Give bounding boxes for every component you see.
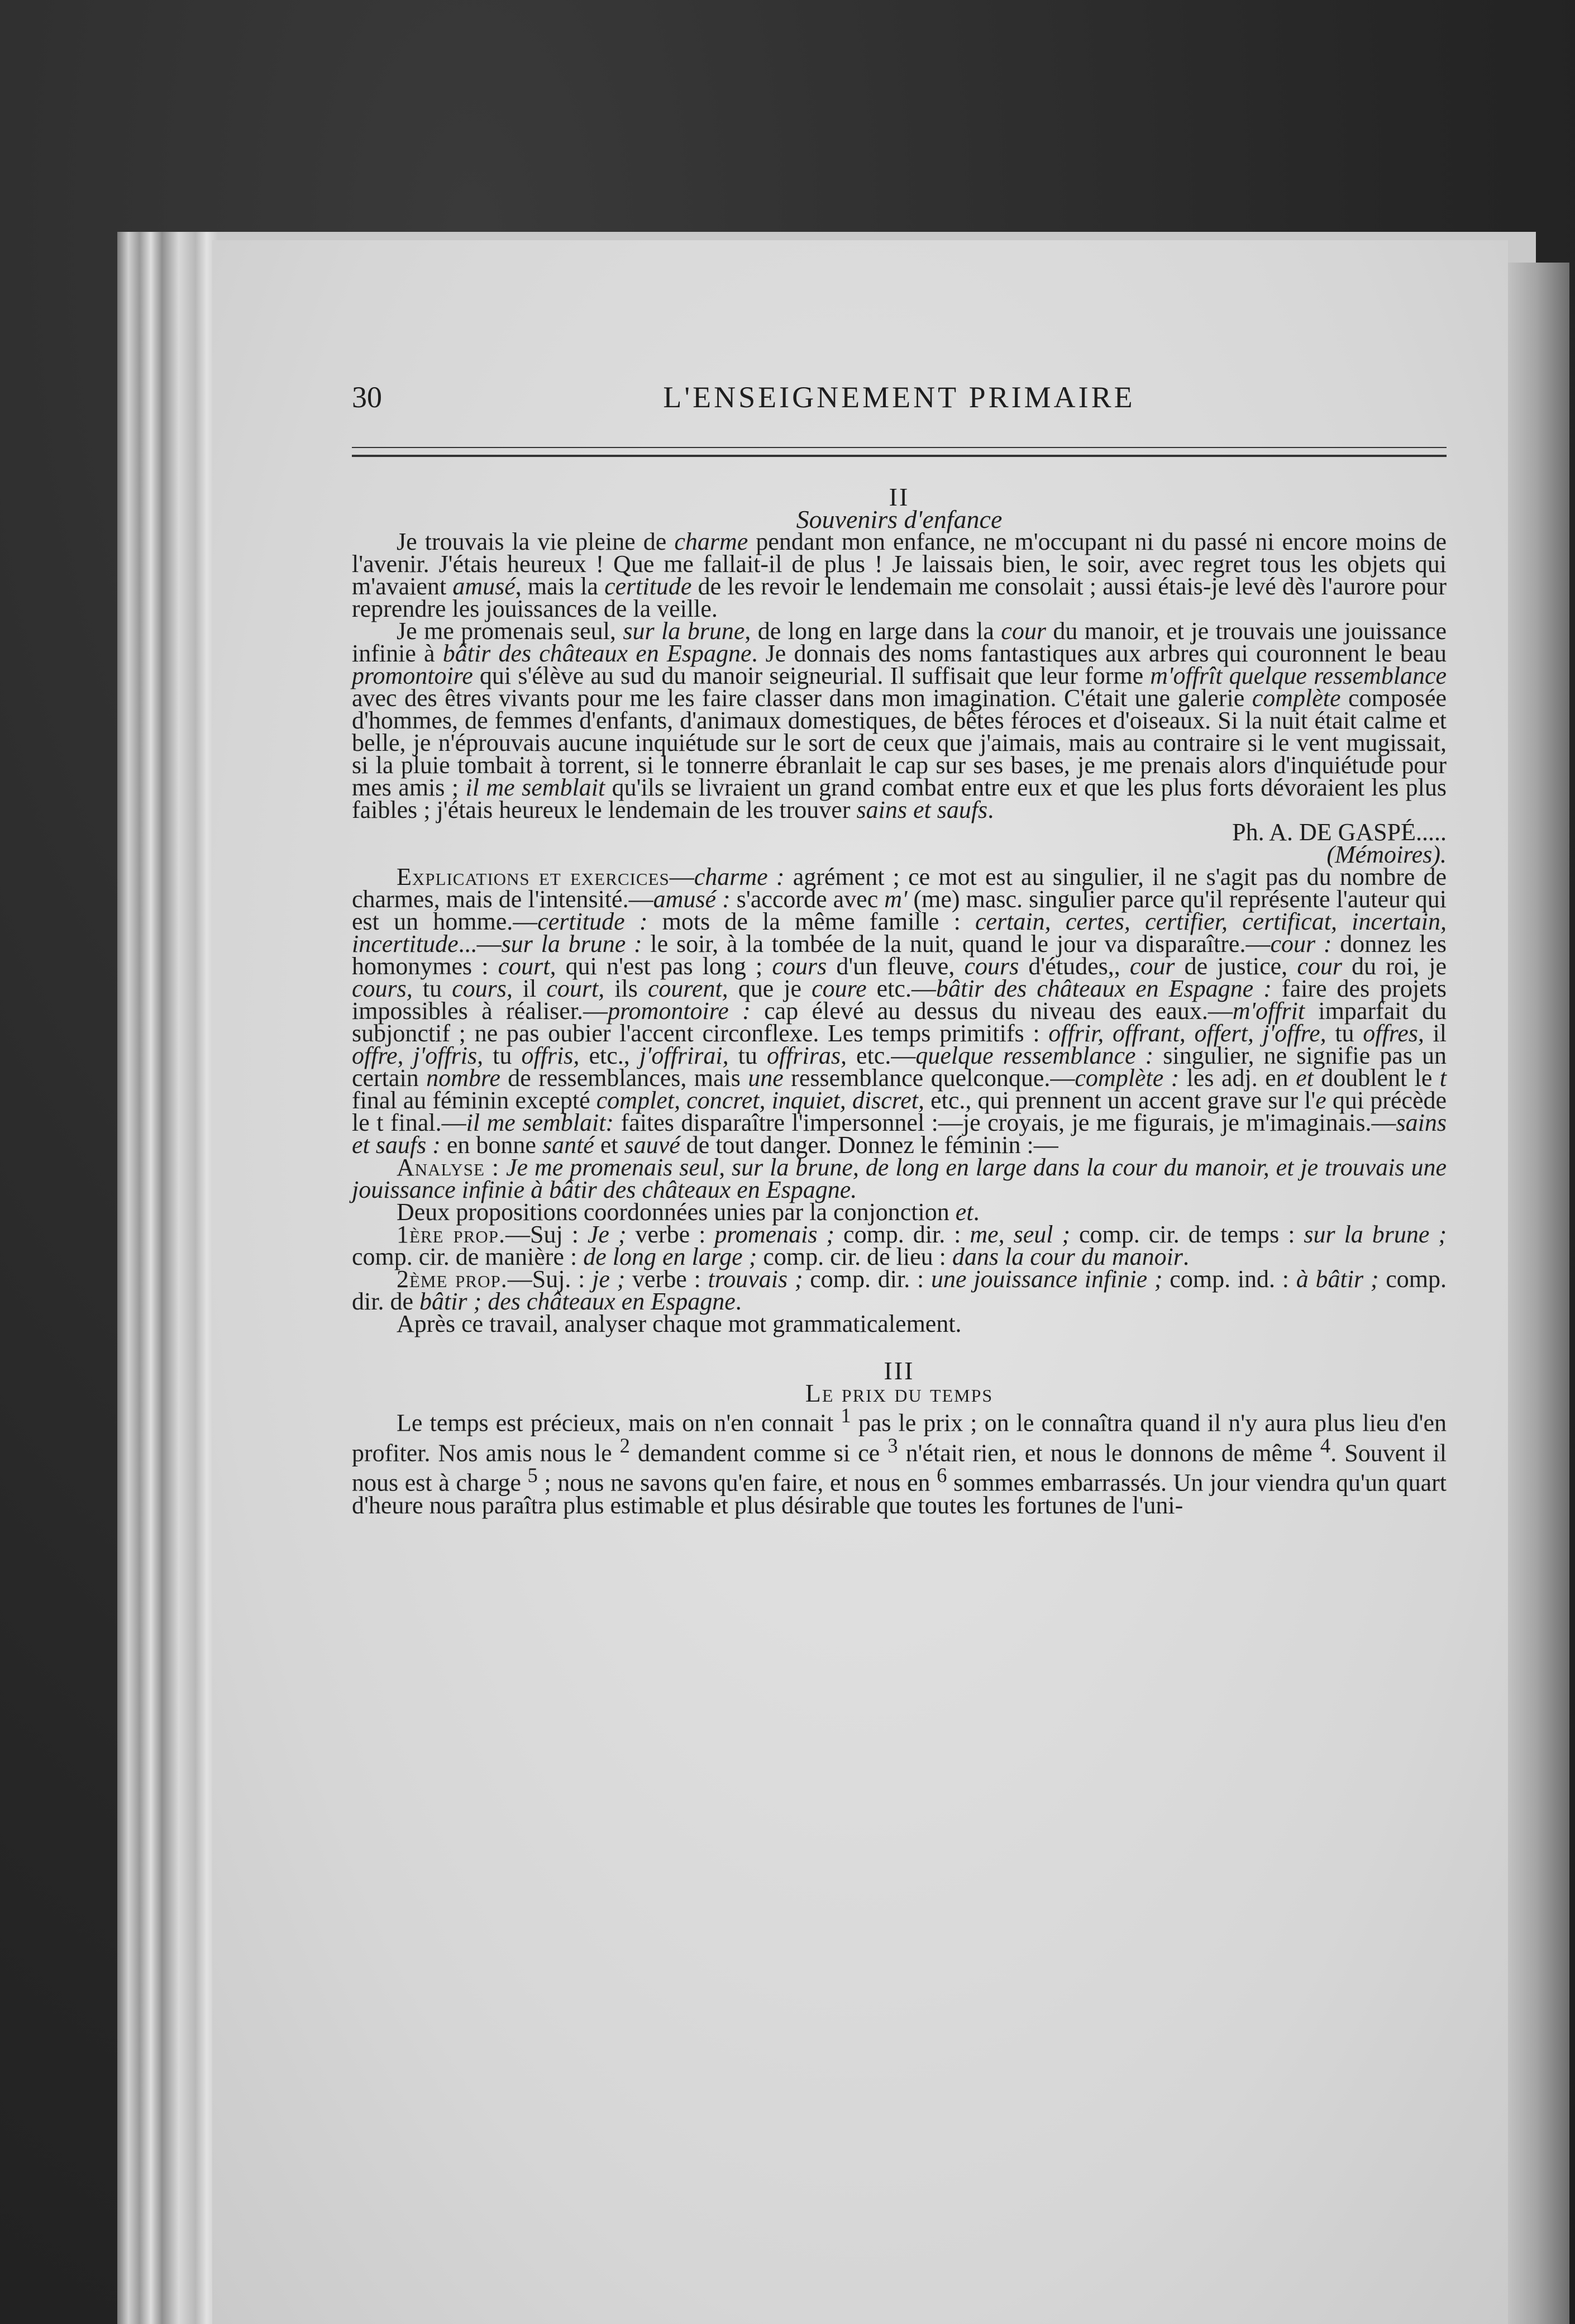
header-rule (352, 447, 1447, 457)
running-title: L'ENSEIGNEMENT PRIMAIRE (663, 380, 1135, 414)
paragraph-1: Je trouvais la vie pleine de charme pendant mon enfance, ne m'occupant ni du passé ni encore moins de l'avenir. J'étais heureux ! Que me fallait-il de plus ! Je laissais bien, le soir, avec regret tous les objets qui m'avaient amusé, mais la certitude de les revoir le lendemain me consolait ; aussi étais-je levé dès l'aurore pour reprendre les jouissances de la veille. (352, 528, 1447, 622)
source-attribution: (Mémoires). (1326, 841, 1447, 868)
paragraph-3: Le temps est précieux, mais on n'en connait $^1$ pas le prix ; on le connaîtra quand il n'y aura plus lieu d'en profiter. Nos amis nous le $^2$ demandent comme si ce $^3$ n'était rien, et nous le donnons de même $^4$. Souvent il nous est à charge $^5$ ; nous ne savons qu'en faire, et nous en $^6$ sommes embarrassés. Un jour viendra qu'un quart d'heure nous paraîtra plus estimable et plus désirable que toutes les fortunes de l'uni- (352, 1404, 1447, 1519)
author-attribution: Ph. A. DE GASPÉ..... (1232, 818, 1447, 846)
page-number: 30 (352, 380, 382, 414)
section-title: Souvenirs d'enfance (796, 505, 1003, 534)
section-title-3: Le prix du temps (805, 1379, 994, 1407)
analysis-prop-1: 1ère prop.—Suj : Je ; verbe : promenais ; comp. dir. : me, seul ; comp. cir. de temps : sur la brune ; comp. cir. de manière : de long en large ; comp. cir. de lieu : dans la cour du manoir. (352, 1221, 1447, 1270)
book-page (212, 240, 1508, 2324)
analysis-label: Analyse : (397, 1154, 500, 1181)
analysis-intro: Deux propositions coordonnées unies par la conjonction et. (397, 1198, 980, 1226)
running-head (352, 380, 1447, 419)
book-right-edge (1502, 263, 1569, 2324)
explanations-paragraph: Explications et exercices—charme : agrément ; ce mot est au singulier, il ne s'agit pas du nombre de charmes, mais de l'intensité.—amusé : s'accorde avec m' (me) masc. singulier parce qu'il représente l'auteur qui est un homme.—certitude : mots de la même famille : certain, certes, certifier, certificat, incertain, incertitude...—sur la brune : le soir, à la tombée de la nuit, quand le jour va disparaître.—cour : donnez les homonymes : court, qui n'est pas long ; cours d'un fleuve, cours d'études,, cour de justice, cour du roi, je cours, tu cours, il court, ils courent, que je coure etc.—bâtir des châteaux en Espagne : faire des projets impossibles à réaliser.—promontoire : cap élevé au dessus du niveau des eaux.—m'offrit imparfait du subjonctif ; ne pas oubier l'accent circonflexe. Les temps primitifs : offrir, offrant, offert, j'offre, tu offres, il offre, j'offris, tu offris, etc., j'offrirai, tu offriras, etc.—quelque ressemblance : singulier, ne signifie pas un certain nombre de ressemblances, mais une ressemblance quelconque.—complète : les adj. en et doublent le t final au féminin excepté complet, concret, inquiet, discret, etc., qui prennent un accent grave sur l'e qui précède le t final.—il me semblait: faites disparaître l'impersonnel :—je croyais, je me figurais, je m'imaginais.—sains et saufs : en bonne santé et sauvé de tout danger. Donnez le féminin :— (352, 863, 1447, 1159)
analysis-prop-2: 2ème prop.—Suj. : je ; verbe : trouvais ; comp. dir. : une jouissance infinie ; comp. ind. : à bâtir ; comp. dir. de bâtir ; des châteaux en Espagne. (352, 1265, 1447, 1315)
section-number: II (889, 483, 910, 511)
analysis-closing: Après ce travail, analyser chaque mot grammaticalement. (397, 1310, 962, 1337)
explanations-heading: Explications et exercices (397, 863, 670, 890)
analysis-paragraph (352, 1156, 1447, 1201)
analysis-sentence: Je me promenais seul, sur la brune, de long en large dans la cour du manoir, et je trouvais une jouissance infinie à bâtir des châteaux en Espagne. (352, 1154, 1447, 1203)
body-text (352, 483, 1447, 1519)
section-number-3: III (884, 1356, 915, 1385)
paragraph-2: Je me promenais seul, sur la brune, de long en large dans la cour du manoir, et je trouvais une jouissance infinie à bâtir des châteaux en Espagne. Je donnais des noms fantastiques aux arbres qui couronnent le beau promontoire qui s'élève au sud du manoir seigneurial. Il suffisait que leur forme m'offrît quelque ressemblance avec des êtres vivants pour me les faire classer dans mon imagination. C'était une galerie complète composée d'hommes, de femmes d'enfants, d'animaux domestiques, de bêtes féroces et d'oiseaux. Si la nuit était calme et belle, je n'éprouvais aucune inquiétude sur le sort de ceux que j'aimais, mais au contraire si le vent mugissait, si la pluie tombait à torrent, si le tonnerre ébranlait le cap sur ses bases, je me prenais alors d'inquiétude pour mes amis ; il me semblait qu'ils se livraient un grand combat entre eux et que les plus forts dévoraient les plus faibles ; j'étais heureux le lendemain de les trouver sains et saufs. (352, 617, 1447, 823)
